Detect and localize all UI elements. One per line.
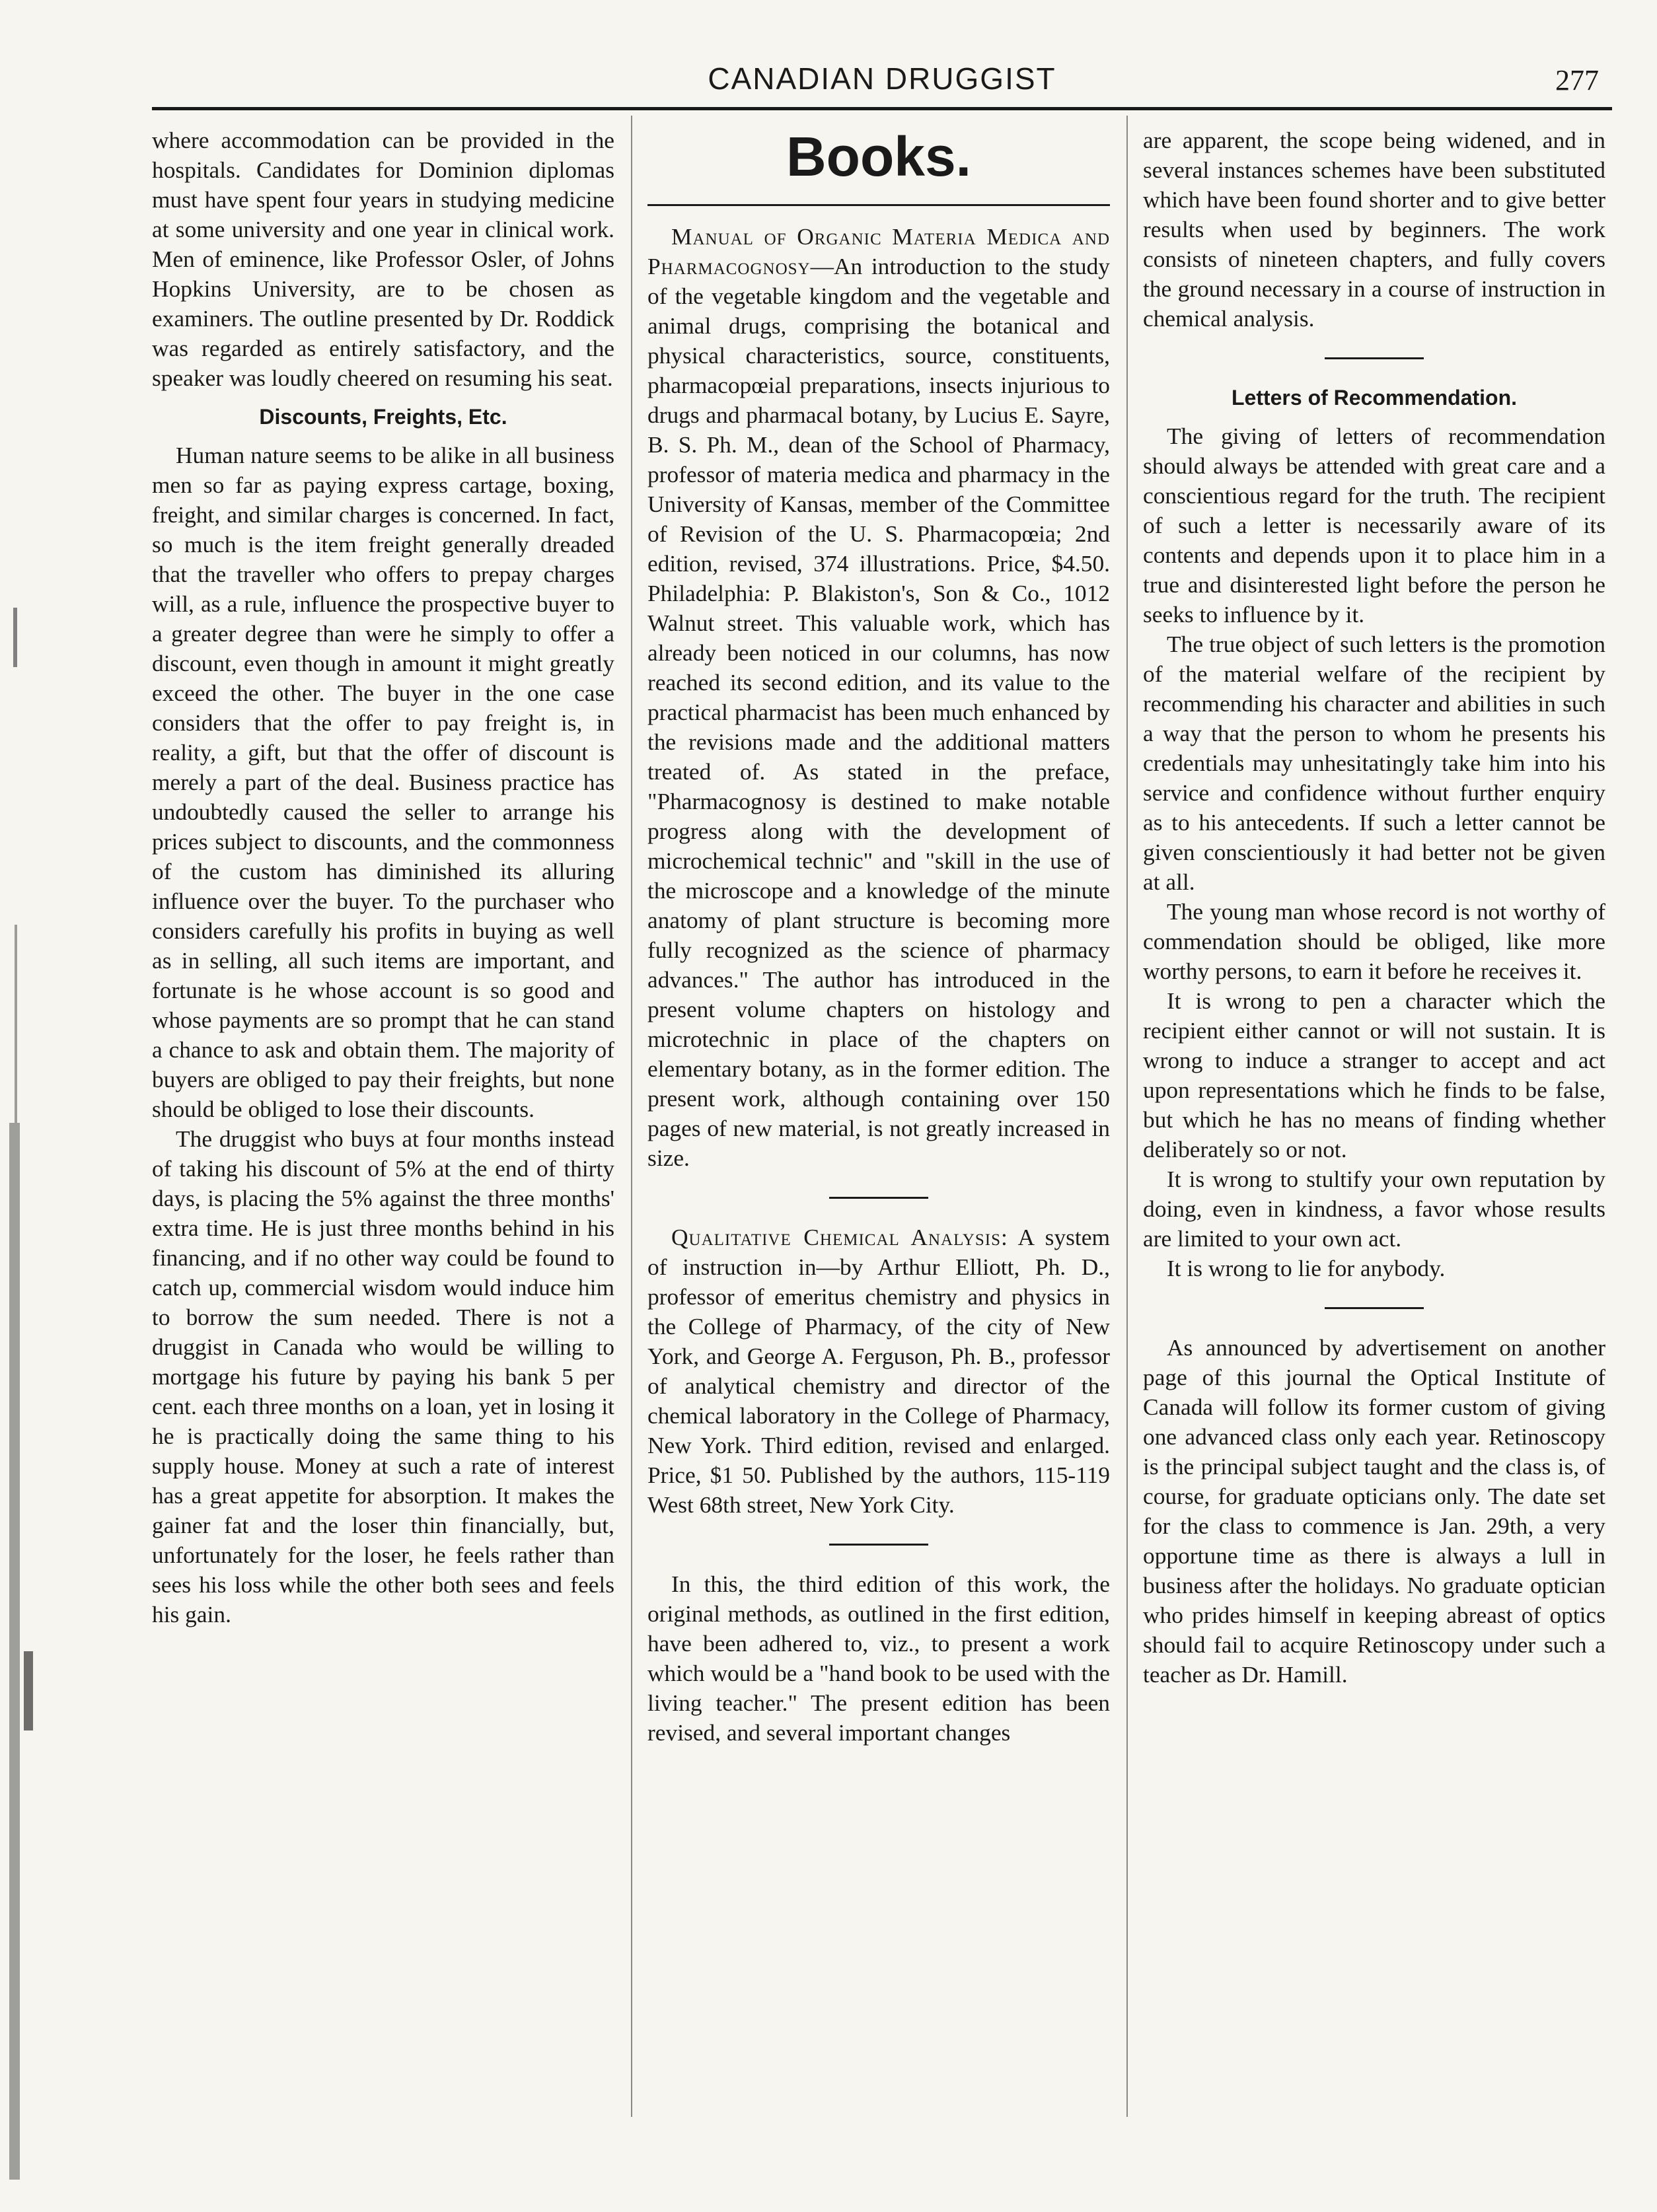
paragraph: It is wrong to stultify your own reputation by doing, even in kindness, a favor whose results are limited to your own act. — [1143, 1166, 1605, 1252]
header-rule — [152, 107, 1612, 110]
book-title: Qualitative Chemical Analysis — [671, 1224, 1002, 1250]
page-number: 277 — [1555, 64, 1599, 96]
paragraph: are apparent, the scope being widened, and in several instances schemes have been substituted which have been found shorter and to give better results when used by beginners. The work consists of nineteen chapters, and fully covers the ground necessary in a course of instruction in chemical analysis. — [1143, 127, 1605, 332]
paragraph: As announced by advertisement on another page of this journal the Optical Institute of Canada will follow its former custom of giving one advanced class only each year. Retinoscopy is the principal subject taught and the class is, of course, for graduate opticians only. The date set for the class to commence is Jan. 29th, a very opportune time as there is always a lull in business after the holidays. No graduate optician who prides himself in keeping abreast of optics should fail to acquire Retinoscopy under such a teacher as Dr. Hamill. — [1143, 1334, 1605, 1688]
separator-rule — [1325, 1307, 1424, 1309]
paragraph: where accommodation can be provided in the hospitals. Candidates for Dominion diplomas must have spent four years in studying medicine at some university and one year in clinical work. Men of eminence, like Professor Osler, of Johns Hopkins University, are to be chosen as examiners. The outline presented by Dr. Roddick was regarded as entirely satisfactory, and the speaker was loudly cheered on resuming his seat. — [152, 127, 614, 391]
section-heading: Letters of Recommendation. — [1231, 386, 1518, 410]
paragraph: The young man whose record is not worthy of commendation should be obliged, like more worthy persons, to earn it before he receives it. — [1143, 898, 1605, 984]
separator-rule — [1325, 357, 1424, 359]
separator-rule — [829, 1197, 928, 1199]
paragraph: It is wrong to pen a character which the recipient either cannot or will not sustain. It is wrong to induce a stranger to accept and act upon representations which he finds to be false, but which he has no means of finding whether deliberately so or not. — [1143, 987, 1605, 1162]
books-heading: Books. — [786, 125, 972, 188]
review-body: —An introduction to the study of the vegetable kingdom and the vegetable and animal drugs, comprising the botanical and physical characteristics, source, constituents, pharmacopœial preparations, insects injurious to drugs and pharmacal botany, by Lucius E. Sayre, B. S. Ph. M., dean of the School of Pharmacy, professor of materia medica and pharmacy in the University of Kansas, member of the Committee of Revision of the U. S. Pharmacopœia; 2nd edition, revised, 374 illustrations. Price, $4.50. Philadelphia: P. Blakiston's, Son & Co., 1012 Walnut street. This valuable work, which has already been noticed in our columns, has now reached its second edition, and its value to the practical pharmacist has been much enhanced by the revisions made and the additional matters treated of. As stated in the preface, "Pharmacognosy is destined to make notable progress along with the development of microchemical technic" and "skill in the use of the microscope and a knowledge of the minute anatomy of plant structure is becoming more fully recognized as the science of pharmacy advances." The author has introduced in the present volume chapters on histology and microtechnic in place of the chapters on elementary botany, as in the former edition. The present work, although containing over 150 pages of new material, is not greatly increased in size. — [647, 253, 1110, 1171]
paragraph: The true object of such letters is the promotion of the material welfare of the recipient by recommending his character and abilities in such a way that the person to whom he presents his credentials may unhesitatingly take him into his service and confidence without further enquiry as to his antecedents. If such a letter cannot be given conscientiously it had better not be given at all. — [1143, 631, 1605, 895]
column-right — [1143, 125, 1605, 1690]
book-review — [647, 1223, 1110, 1520]
section-heading: Discounts, Freights, Etc. — [259, 405, 507, 429]
paragraph: The giving of letters of recommendation should always be attended with great care and a conscientious regard for the truth. The recipient of such a letter is necessarily aware of its contents and depends upon it to place him in a true and disinterested light before the person he seeks to influence by it. — [1143, 423, 1605, 627]
review-body: : A system of instruction in—by Arthur Elliott, Ph. D., professor of emeritus chemistry and physics in the College of Pharmacy, of the city of New York, and George A. Ferguson, Ph. B., professor of analytical chemistry and director of the chemical laboratory in the College of Pharmacy, New York. Third edition, revised and enlarged. Price, $1 50. Published by the authors, 115-119 West 68th street, New York City. — [647, 1224, 1110, 1518]
paragraph: In this, the third edition of this work, the original methods, as outlined in the first edition, have been adhered to, viz., to present a work which would be a "hand book to be used with the living teacher." The present edition has been revised, and several important changes — [647, 1571, 1110, 1746]
running-header — [152, 61, 1612, 100]
paragraph: The druggist who buys at four months instead of taking his discount of 5% at the end of thirty days, is placing the 5% against the three months' extra time. He is just three months behind in his financing, and if no other way could be found to catch up, commercial wisdom would induce him to borrow the sum needed. There is not a druggist in Canada who would be willing to mortgage his future by paying his bank 5 per cent. each three months on a loan, yet in losing it he is practically doing the same thing to his supply house. Money at such a rate of interest has a great appetite for absorption. It makes the gainer fat and the loser thin financially, but, unfortunately for the loser, he feels rather than sees his loss while the other both sees and feels his gain. — [152, 1125, 614, 1627]
binding-edge-marks — [0, 0, 46, 2209]
book-review — [647, 222, 1110, 1173]
page-edge-binding — [0, 0, 46, 2209]
paragraph: It is wrong to lie for anybody. — [1167, 1255, 1446, 1281]
separator-rule — [829, 1544, 928, 1546]
column-middle — [647, 125, 1110, 1748]
column-divider — [1126, 116, 1128, 2117]
paragraph: Human nature seems to be alike in all business men so far as paying express cartage, boxing, freight, and similar charges is concerned. In fact, so much is the item freight generally dreaded that the traveller who offers to prepay charges will, as a rule, influence the prospective buyer to a greater degree than were he simply to offer a discount, even though in amount it might greatly exceed the other. The buyer in the one case considers that the offer to pay freight is, in reality, a gift, but that the offer of discount is merely a part of the deal. Business practice has undoubtedly caused the seller to arrange his prices subject to discounts, and the commonness of the custom has diminished its alluring influence over the buyer. To the purchaser who considers carefully his profits in buying as well as in selling, all such items are important, and fortunate is he whose account is so good and whose payments are so prompt that he can stand a chance to ask and obtain them. The majority of buyers are obliged to pay their freights, but none should be obliged to lose their discounts. — [152, 442, 614, 1122]
heading-rule — [647, 204, 1110, 206]
journal-title: CANADIAN DRUGGIST — [708, 61, 1056, 96]
book-title: Manual of Organic Materia Medica and Pharmacognosy — [647, 223, 1110, 279]
column-divider — [631, 116, 632, 2117]
column-left — [152, 125, 614, 1629]
